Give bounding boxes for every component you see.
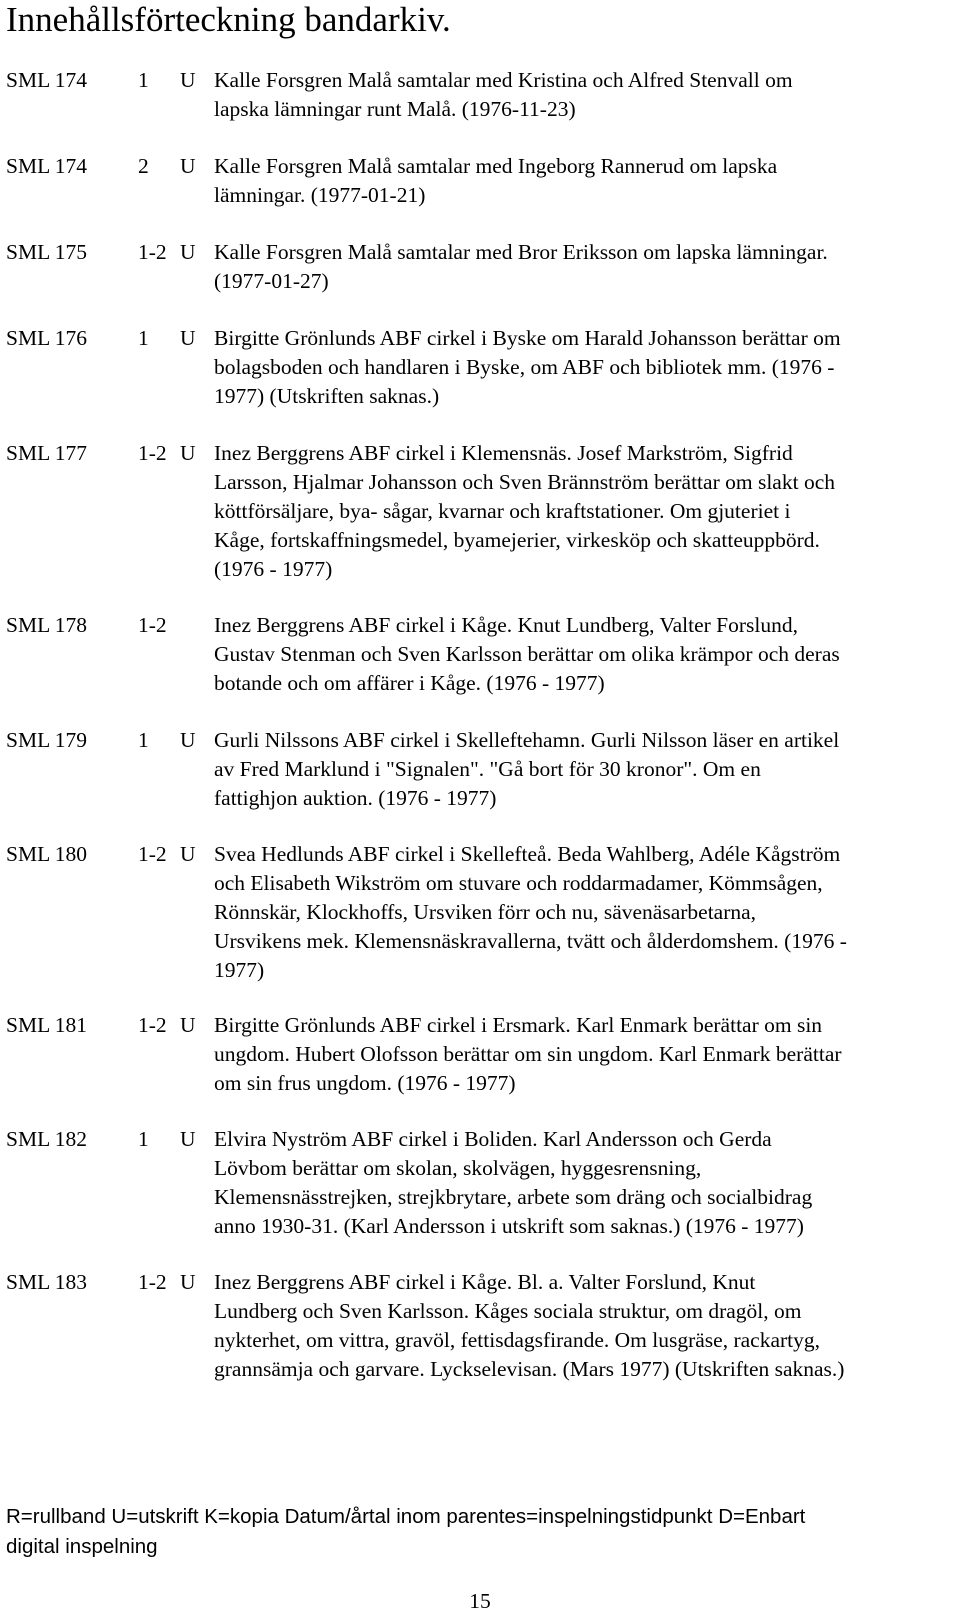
entry-description [214, 152, 954, 210]
tape-code: SML 174 [6, 154, 88, 178]
entry-description [214, 324, 954, 411]
description-line: (1977-01-27) [214, 269, 329, 293]
description-line: Kalle Forsgren Malå samtalar med Ingeborg Rannerud om lapska [214, 154, 778, 178]
description-line: Klemensnässtrejken, strejkbrytare, arbete som dräng och socialbidrag [214, 1185, 813, 1209]
tape-number: 1 [138, 326, 149, 350]
entry-description [214, 1125, 954, 1241]
entry-description [214, 238, 954, 296]
legend-line: digital inspelning [6, 1535, 158, 1558]
tape-number: 1 [138, 1127, 149, 1151]
description-line: Larsson, Hjalmar Johansson och Sven Brännström berättar om slakt och [214, 470, 835, 494]
description-line: Gustav Stenman och Sven Karlsson berättar om olika krämpor och deras [214, 642, 840, 666]
description-line: fattighjon auktion. (1976 - 1977) [214, 786, 497, 810]
transcript-flag: U [180, 441, 196, 465]
description-line: lapska lämningar runt Malå. (1976-11-23) [214, 97, 576, 121]
entry-description [214, 439, 954, 584]
description-line: Inez Berggrens ABF cirkel i Kåge. Knut Lundberg, Valter Forslund, [214, 613, 798, 637]
description-line: bolagsboden och handlaren i Byske, om ABF och bibliotek mm. (1976 - [214, 355, 835, 379]
description-line: Lundberg och Sven Karlsson. Kåges sociala struktur, om dragöl, om [214, 1299, 802, 1323]
transcript-flag: U [180, 842, 196, 866]
entry-description [214, 840, 954, 985]
description-line: (1976 - 1977) [214, 557, 333, 581]
tape-number: 1-2 [138, 441, 167, 465]
description-line: Lövbom berättar om skolan, skolvägen, hyggesrensning, [214, 1156, 702, 1180]
transcript-flag: U [180, 154, 196, 178]
tape-number: 1-2 [138, 240, 167, 264]
transcript-flag: U [180, 1013, 196, 1037]
tape-code: SML 180 [6, 842, 88, 866]
description-line: Gurli Nilssons ABF cirkel i Skelleftehamn. Gurli Nilsson läser en artikel [214, 728, 840, 752]
page-number [0, 1588, 960, 1614]
transcript-flag: U [180, 728, 196, 752]
tape-code: SML 182 [6, 1127, 88, 1151]
description-line: Birgitte Grönlunds ABF cirkel i Ersmark. Karl Enmark berättar om sin [214, 1013, 823, 1037]
legend [6, 1502, 946, 1562]
description-line: Birgitte Grönlunds ABF cirkel i Byske om Harald Johansson berättar om [214, 326, 841, 350]
tape-code: SML 174 [6, 68, 88, 92]
description-line: av Fred Marklund i "Signalen". "Gå bort för 30 kronor". Om en [214, 757, 761, 781]
description-line: ungdom. Hubert Olofsson berättar om sin ungdom. Karl Enmark berättar [214, 1042, 842, 1066]
description-line: 1977) [214, 958, 265, 982]
tape-code: SML 175 [6, 240, 88, 264]
description-line: köttförsäljare, bya- sågar, kvarnar och kraftstationer. Om gjuteriet i [214, 499, 791, 523]
description-line: grannsämja och garvare. Lyckselevisan. (Mars 1977) (Utskriften saknas.) [214, 1357, 845, 1381]
description-line: anno 1930-31. (Karl Andersson i utskrift som saknas.) (1976 - 1977) [214, 1214, 804, 1238]
transcript-flag: U [180, 326, 196, 350]
description-line: 1977) (Utskriften saknas.) [214, 384, 440, 408]
description-line: Ursvikens mek. Klemensnäskravallerna, tvätt och ålderdomshem. (1976 - [214, 929, 847, 953]
transcript-flag: U [180, 1127, 196, 1151]
entry-description [214, 611, 954, 698]
entry-description [214, 1268, 954, 1384]
page-title: Innehållsförteckning bandarkiv. [6, 0, 451, 39]
description-line: Kalle Forsgren Malå samtalar med Bror Eriksson om lapska lämningar. [214, 240, 828, 264]
tape-number: 1-2 [138, 1013, 167, 1037]
description-line: nykterhet, om vittra, gravöl, fettisdagsfirande. Om lusgräse, rackartyg, [214, 1328, 820, 1352]
transcript-flag: U [180, 68, 196, 92]
transcript-flag: U [180, 240, 196, 264]
tape-code: SML 176 [6, 326, 88, 350]
tape-code: SML 178 [6, 613, 88, 637]
tape-code: SML 183 [6, 1270, 88, 1294]
tape-number: 1-2 [138, 842, 167, 866]
tape-number: 1-2 [138, 613, 167, 637]
page-number-text: 15 [469, 1589, 491, 1613]
tape-code: SML 177 [6, 441, 88, 465]
entry-description [214, 726, 954, 813]
transcript-flag: U [180, 1270, 196, 1294]
description-line: Kalle Forsgren Malå samtalar med Kristina och Alfred Stenvall om [214, 68, 793, 92]
description-line: Kåge, fortskaffningsmedel, byamejerier, virkesköp och skatteuppbörd. [214, 528, 820, 552]
tape-number: 2 [138, 154, 149, 178]
tape-number: 1 [138, 728, 149, 752]
entry-description [214, 1011, 954, 1098]
description-line: och Elisabeth Wikström om stuvare och roddarmadamer, Kömmsågen, [214, 871, 823, 895]
legend-line: R=rullband U=utskrift K=kopia Datum/årtal inom parentes=inspelningstidpunkt D=Enbart [6, 1505, 806, 1528]
tape-number: 1-2 [138, 1270, 167, 1294]
description-line: Inez Berggrens ABF cirkel i Kåge. Bl. a. Valter Forslund, Knut [214, 1270, 756, 1294]
tape-code: SML 179 [6, 728, 88, 752]
description-line: Inez Berggrens ABF cirkel i Klemensnäs. Josef Markström, Sigfrid [214, 441, 793, 465]
description-line: botande och om affärer i Kåge. (1976 - 1977) [214, 671, 605, 695]
description-line: Elvira Nyström ABF cirkel i Boliden. Karl Andersson och Gerda [214, 1127, 772, 1151]
description-line: Svea Hedlunds ABF cirkel i Skellefteå. Beda Wahlberg, Adéle Kågström [214, 842, 841, 866]
tape-number: 1 [138, 68, 149, 92]
description-line: Rönnskär, Klockhoffs, Ursviken förr och nu, sävenäsarbetarna, [214, 900, 757, 924]
description-line: lämningar. (1977-01-21) [214, 183, 426, 207]
entry-description [214, 66, 954, 124]
description-line: om sin frus ungdom. (1976 - 1977) [214, 1071, 516, 1095]
tape-code: SML 181 [6, 1013, 88, 1037]
